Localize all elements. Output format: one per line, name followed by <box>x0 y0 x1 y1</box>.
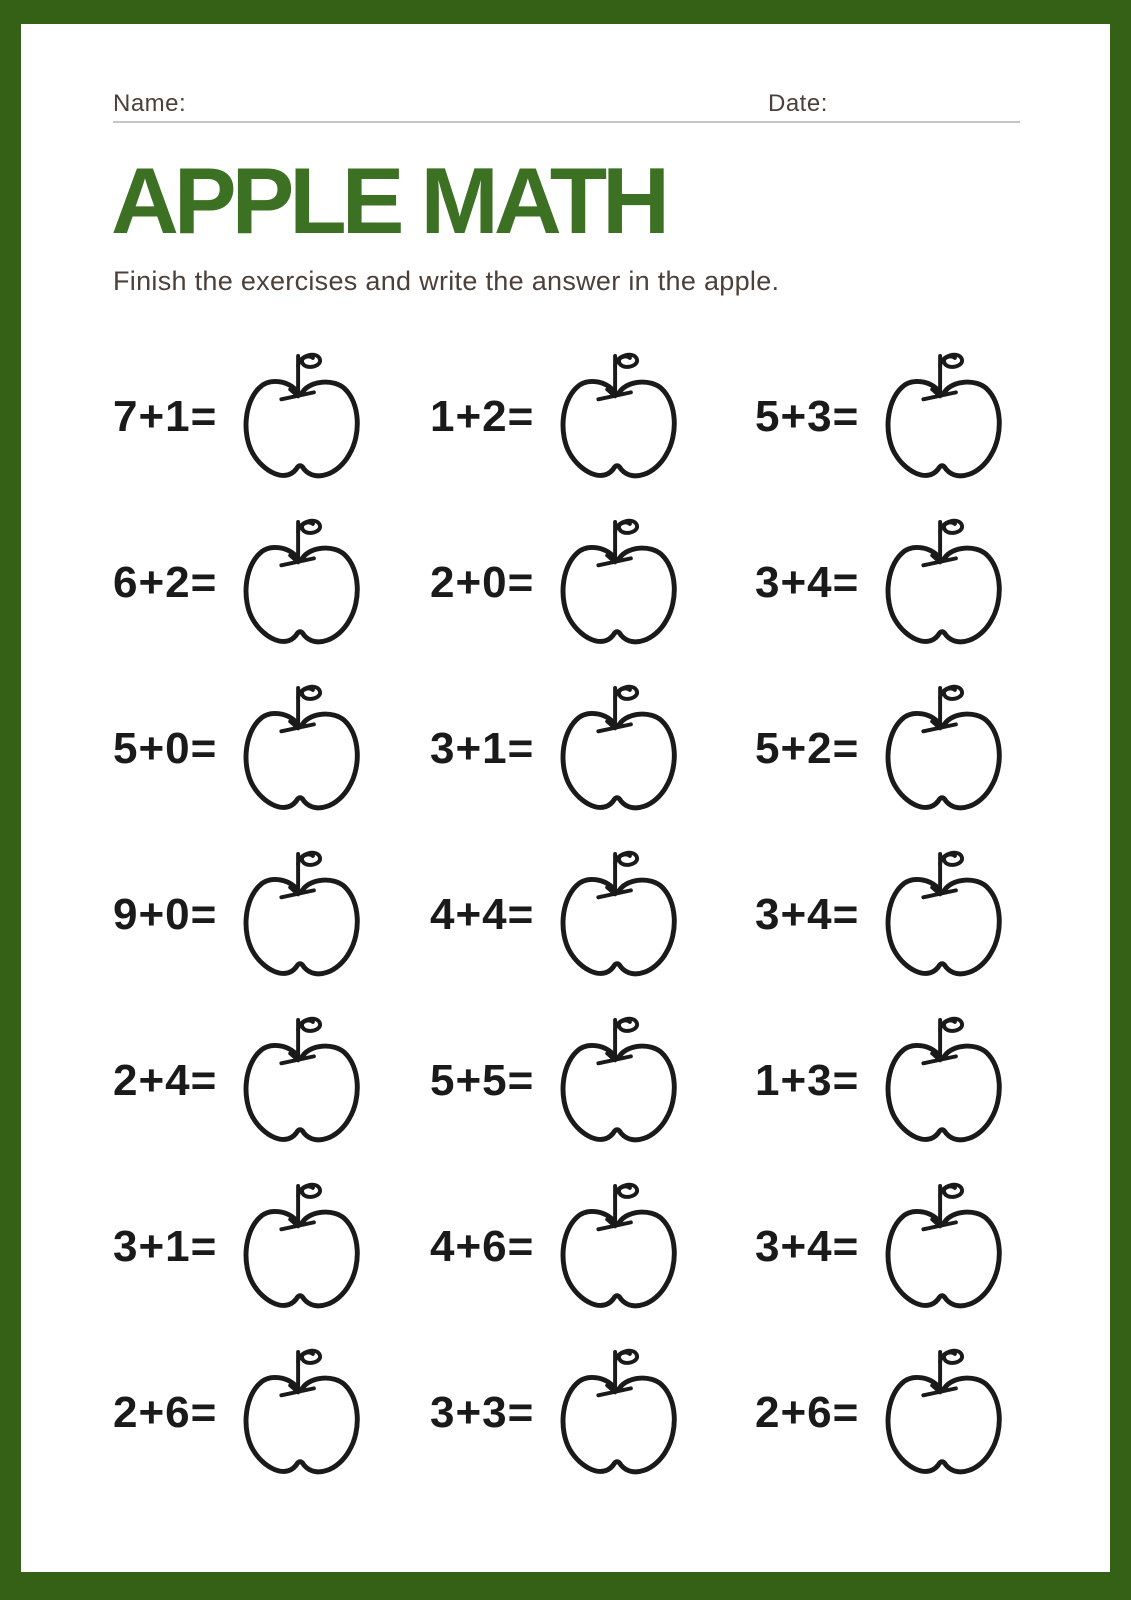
date-field-label: Date: <box>768 90 828 117</box>
exercise-cell-r2-c2 <box>430 500 755 666</box>
equation-label: 5+5= <box>430 1056 535 1105</box>
equation-label: 1+2= <box>430 392 535 441</box>
apple-outline-icon <box>241 1338 369 1488</box>
header-divider-line <box>113 121 1020 123</box>
equation-label: 7+1= <box>113 392 218 441</box>
apple-outline-icon <box>241 508 369 658</box>
equation-label: 2+6= <box>113 1388 218 1437</box>
apple-outline-icon <box>558 342 686 492</box>
equation-label: 9+0= <box>113 890 218 939</box>
equation-label: 3+4= <box>755 558 860 607</box>
equation-label: 3+4= <box>755 1222 860 1271</box>
apple-outline-icon <box>241 342 369 492</box>
exercise-cell-r6-c3 <box>755 1164 1090 1330</box>
apple-outline-icon <box>883 1338 1011 1488</box>
worksheet-page <box>21 24 1110 1572</box>
equation-label: 2+4= <box>113 1056 218 1105</box>
apple-outline-icon <box>883 1006 1011 1156</box>
exercise-cell-r7-c3 <box>755 1330 1090 1496</box>
equation-label: 5+3= <box>755 392 860 441</box>
equation-label: 5+2= <box>755 724 860 773</box>
apple-outline-icon <box>883 840 1011 990</box>
equation-label: 2+0= <box>430 558 535 607</box>
apple-outline-icon <box>558 840 686 990</box>
apple-outline-icon <box>558 508 686 658</box>
apple-outline-icon <box>241 840 369 990</box>
exercise-cell-r1-c3 <box>755 334 1090 500</box>
exercise-cell-r4-c1 <box>113 832 430 998</box>
apple-outline-icon <box>883 508 1011 658</box>
apple-outline-icon <box>558 1338 686 1488</box>
exercise-cell-r5-c1 <box>113 998 430 1164</box>
exercise-cell-r1-c2 <box>430 334 755 500</box>
exercise-cell-r7-c2 <box>430 1330 755 1496</box>
equation-label: 3+1= <box>113 1222 218 1271</box>
apple-outline-icon <box>558 1006 686 1156</box>
equation-label: 6+2= <box>113 558 218 607</box>
equation-label: 4+6= <box>430 1222 535 1271</box>
exercise-cell-r6-c1 <box>113 1164 430 1330</box>
exercise-cell-r4-c2 <box>430 832 755 998</box>
page-subtitle: Finish the exercises and write the answer in the apple. <box>113 266 780 296</box>
exercise-cell-r3-c2 <box>430 666 755 832</box>
exercise-cell-r2-c1 <box>113 500 430 666</box>
equation-label: 3+4= <box>755 890 860 939</box>
exercise-cell-r2-c3 <box>755 500 1090 666</box>
name-field-label: Name: <box>113 90 187 117</box>
equation-label: 3+1= <box>430 724 535 773</box>
exercise-cell-r6-c2 <box>430 1164 755 1330</box>
equation-label: 2+6= <box>755 1388 860 1437</box>
apple-outline-icon <box>883 674 1011 824</box>
apple-outline-icon <box>883 1172 1011 1322</box>
apple-outline-icon <box>558 1172 686 1322</box>
exercise-cell-r3-c3 <box>755 666 1090 832</box>
exercise-grid <box>113 334 1110 1496</box>
equation-label: 1+3= <box>755 1056 860 1105</box>
apple-outline-icon <box>241 674 369 824</box>
exercise-cell-r1-c1 <box>113 334 430 500</box>
equation-label: 5+0= <box>113 724 218 773</box>
exercise-cell-r5-c3 <box>755 998 1090 1164</box>
exercise-cell-r5-c2 <box>430 998 755 1164</box>
exercise-cell-r7-c1 <box>113 1330 430 1496</box>
page-title: APPLE MATH <box>111 148 666 253</box>
apple-outline-icon <box>558 674 686 824</box>
exercise-cell-r4-c3 <box>755 832 1090 998</box>
apple-outline-icon <box>883 342 1011 492</box>
exercise-cell-r3-c1 <box>113 666 430 832</box>
apple-outline-icon <box>241 1172 369 1322</box>
equation-label: 4+4= <box>430 890 535 939</box>
equation-label: 3+3= <box>430 1388 535 1437</box>
apple-outline-icon <box>241 1006 369 1156</box>
